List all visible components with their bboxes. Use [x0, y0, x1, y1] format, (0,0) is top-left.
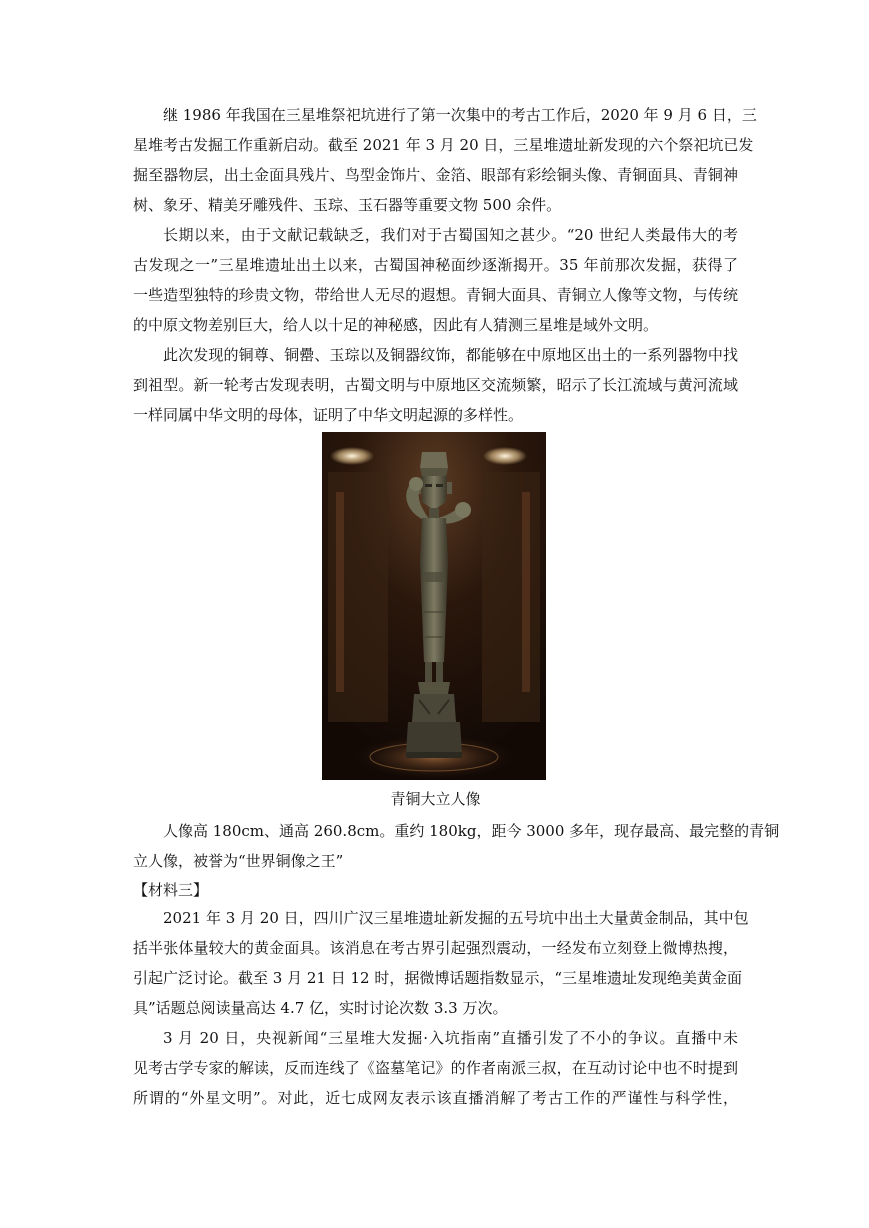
- paragraph-5-line-2: 括半张体量较大的黄金面具。该消息在考古界引起强烈震动，一经发布立刻登上微博热搜，: [133, 939, 738, 957]
- paragraph-6-line-1: 3 月 20 日，央视新闻“三星堆大发掘·入坑指南”直播引发了不小的争议。直播中未: [163, 1029, 738, 1047]
- paragraph-2-line-1: 长期以来，由于文献记载缺乏，我们对于古蜀国知之甚少。“20 世纪人类最伟大的考: [163, 226, 738, 244]
- paragraph-5-line-4: 具”话题总阅读量高达 4.7 亿，实时讨论次数 3.3 万次。: [133, 999, 508, 1017]
- paragraph-3-line-3: 一样同属中华文明的母体，证明了中华文明起源的多样性。: [133, 406, 524, 424]
- figure-caption: 青铜大立人像: [390, 790, 481, 808]
- paragraph-1-line-3: 掘至器物层，出土金面具残片、鸟型金饰片、金箔、眼部有彩绘铜头像、青铜面具、青铜神: [133, 166, 738, 184]
- paragraph-1-line-4: 树、象牙、精美牙雕残件、玉琮、玉石器等重要文物 500 余件。: [133, 196, 562, 214]
- paragraph-3-line-2: 到祖型。新一轮考古发现表明，古蜀文明与中原地区交流频繁，昭示了长江流域与黄河流域: [133, 376, 738, 394]
- paragraph-5-line-1: 2021 年 3 月 20 日，四川广汉三星堆遗址新发掘的五号坑中出土大量黄金制品，其中包: [163, 909, 749, 927]
- paragraph-2-line-3: 一些造型独特的珍贵文物，带给世人无尽的遐想。青铜大面具、青铜立人像等文物，与传统: [133, 286, 738, 304]
- paragraph-3-line-1: 此次发现的铜尊、铜罍、玉琮以及铜器纹饰，都能够在中原地区出土的一系列器物中找: [163, 346, 738, 364]
- paragraph-2-line-4: 的中原文物差别巨大，给人以十足的神秘感，因此有人猜测三星堆是域外文明。: [133, 316, 659, 334]
- paragraph-2-line-2: 古发现之一”三星堆遗址出土以来，古蜀国神秘面纱逐渐揭开。35 年前那次发掘，获得了: [133, 256, 738, 274]
- paragraph-4-line-2: 立人像，被誉为“世界铜像之王”: [133, 852, 344, 870]
- paragraph-6-line-2: 见考古学专家的解读，反而连线了《盗墓笔记》的作者南派三叔，在互动讨论中也不时提到: [133, 1059, 738, 1077]
- paragraph-1-line-2: 星堆考古发掘工作重新启动。截至 2021 年 3 月 20 日，三星堆遗址新发现的六个祭祀坑已发: [133, 136, 754, 154]
- paragraph-1-line-1: 继 1986 年我国在三星堆祭祀坑进行了第一次集中的考古工作后，2020 年 9 月 6 日，三: [163, 106, 757, 124]
- paragraph-5-line-3: 引起广泛讨论。截至 3 月 21 日 12 时，据微博话题指数显示，“三星堆遗址发现绝美黄金面: [133, 969, 742, 987]
- paragraph-6-line-3: 所谓的“外星文明”。对此，近七成网友表示该直播消解了考古工作的严谨性与科学性，: [133, 1089, 738, 1107]
- section-heading: 【材料三】: [133, 881, 209, 899]
- paragraph-4-line-1: 人像高 180cm、通高 260.8cm。重约 180kg，距今 3000 多年，现存最高、最完整的青铜: [163, 822, 780, 840]
- bronze-standing-figure-photo: [322, 432, 546, 780]
